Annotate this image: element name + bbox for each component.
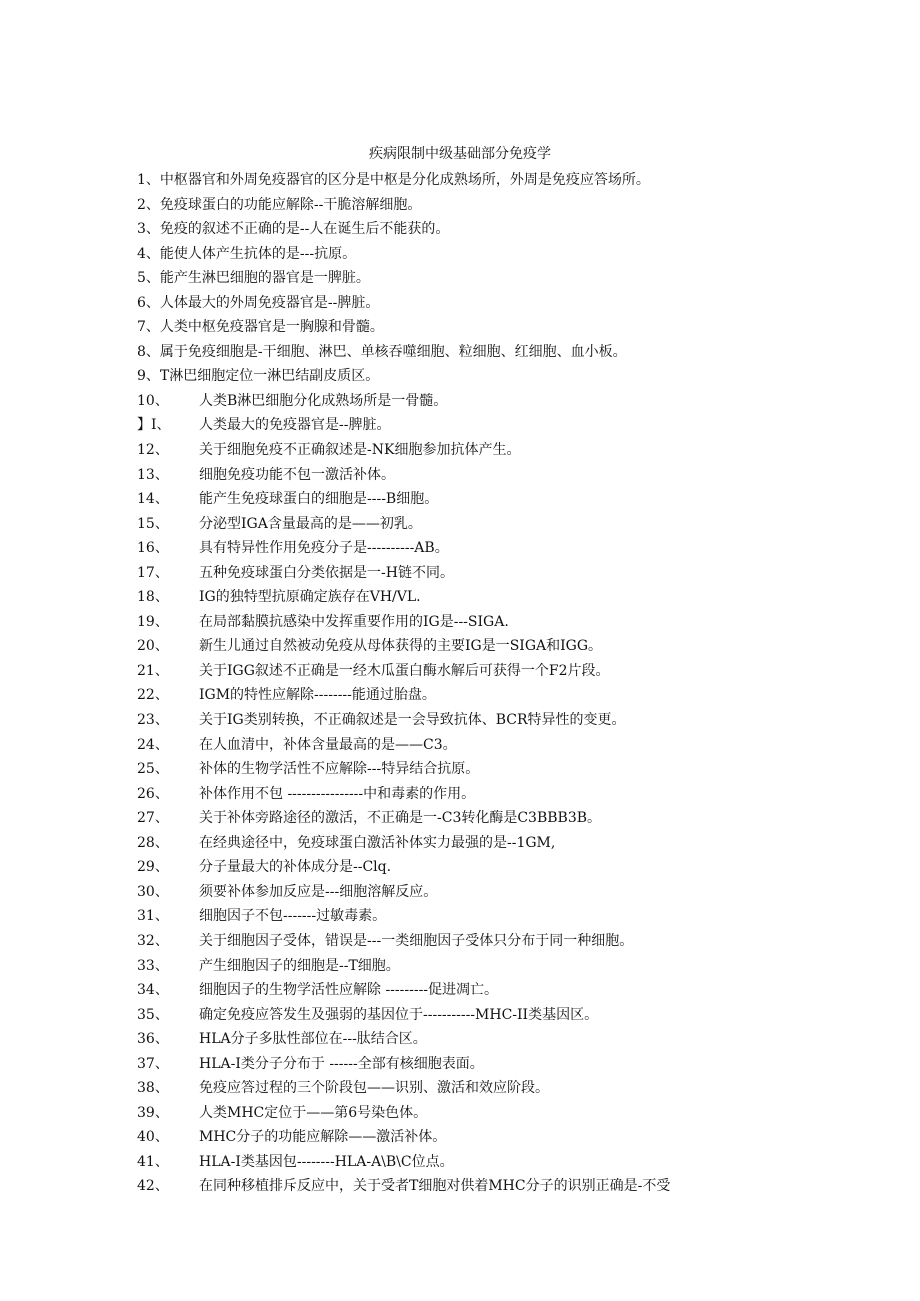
item-number: 7、 xyxy=(137,319,160,336)
item-number: 15、 xyxy=(137,515,169,532)
item-number: 8、 xyxy=(137,343,160,360)
item-text: IGM的特性应解除--------能通过胎盘。 xyxy=(199,687,436,704)
item-number: 25、 xyxy=(137,761,169,778)
item-number: 1、 xyxy=(137,172,160,188)
item-text: 关于细胞免疫不正确叙述是-NK细胞参加抗体产生。 xyxy=(199,442,521,459)
list-item xyxy=(137,168,897,193)
item-number: 35、 xyxy=(137,1006,169,1023)
item-text: 在局部黏膜抗感染中发挥重要作用的IG是---SIGA. xyxy=(199,613,509,630)
item-number: 36、 xyxy=(137,1031,169,1048)
item-number: 34、 xyxy=(137,982,169,999)
item-text: 关于细胞因子受体，错误是---一类细胞因子受体只分布于同一种细胞。 xyxy=(199,932,634,949)
item-number: 42、 xyxy=(137,1178,169,1195)
item-number: 40、 xyxy=(137,1129,169,1146)
item-number: 13、 xyxy=(137,466,169,483)
item-number: 31、 xyxy=(137,908,169,925)
item-number: 9、 xyxy=(137,368,160,385)
item-number: 27、 xyxy=(137,810,169,827)
item-number: 4、 xyxy=(137,245,160,262)
item-text: 关于IG类别转换，不正确叙述是一会导致抗体、BCR特异性的变更。 xyxy=(199,712,626,729)
item-text: HLA-I类基因包--------HLA-A\B\C位点。 xyxy=(199,1153,454,1170)
item-number: 30、 xyxy=(137,883,169,900)
item-text: 能使人体产生抗体的是---抗原。 xyxy=(159,245,357,262)
list-item xyxy=(137,978,897,1003)
item-number: 21、 xyxy=(137,662,169,679)
item-text: 关于IGG叙述不正确是一经木瓜蛋白酶水解后可获得一个F2片段。 xyxy=(199,662,610,679)
item-text: 在同种移植排斥反应中，关于受者T细胞对供着MHC分子的识别正确是-不受 xyxy=(199,1178,671,1195)
item-number: 18、 xyxy=(137,589,169,606)
list-item xyxy=(137,1150,897,1175)
item-text: 分子量最大的补体成分是--Clq. xyxy=(199,859,392,876)
list-item xyxy=(137,954,897,979)
item-number: 32、 xyxy=(137,932,169,949)
list-item xyxy=(137,1003,897,1028)
item-number: 33、 xyxy=(137,957,169,974)
item-number: 20、 xyxy=(137,638,169,655)
item-text: 确定免疫应答发生及强弱的基因位于-----------MHC-II类基因区。 xyxy=(199,1006,599,1023)
item-number: 41、 xyxy=(137,1153,169,1170)
list-item xyxy=(137,806,897,831)
list-item xyxy=(137,438,897,463)
list-item xyxy=(137,1076,897,1101)
item-number: 28、 xyxy=(137,834,169,851)
item-text: 补体作用不包 ----------------中和毒素的作用。 xyxy=(199,785,476,802)
list-item xyxy=(137,217,897,242)
list-item xyxy=(137,266,897,291)
item-text: 能产生免疫球蛋白的细胞是----B细胞。 xyxy=(199,491,439,508)
item-number: 17、 xyxy=(137,564,169,581)
item-text: 关于补体旁路途径的激活，不正确是一-C3转化酶是C3BBB3B。 xyxy=(199,810,602,827)
item-number: 14、 xyxy=(137,491,169,508)
item-number: 3、 xyxy=(137,221,160,238)
item-number: 37、 xyxy=(137,1055,169,1072)
item-text: 补体的生物学活性不应解除---特异结合抗原。 xyxy=(199,761,480,778)
list-item xyxy=(137,855,897,880)
list-item xyxy=(137,193,897,218)
item-text: 人类中枢免疫器官是一胸腺和骨髓。 xyxy=(159,319,384,336)
item-text: 能产生淋巴细胞的器官是一脾脏。 xyxy=(159,270,370,287)
list-item xyxy=(137,463,897,488)
list-item xyxy=(137,610,897,635)
list-item xyxy=(137,708,897,733)
item-number: 2、 xyxy=(137,196,160,213)
list-item xyxy=(137,585,897,610)
list-item xyxy=(137,831,897,856)
item-text: HLA分子多肽性部位在---肽结合区。 xyxy=(199,1031,427,1048)
item-number: 38、 xyxy=(137,1080,169,1097)
list-item xyxy=(137,1125,897,1150)
item-number: 29、 xyxy=(137,859,169,876)
item-text: 免疫球蛋白的功能应解除--干脆溶解细胞。 xyxy=(159,196,422,213)
list-item xyxy=(137,1174,897,1199)
item-text: 在经典途径中，免疫球蛋白激活补体实力最强的是--1GM, xyxy=(199,834,556,851)
item-text: IG的独特型抗原确定族存在VH/VL. xyxy=(199,589,421,606)
item-text: 细胞因子的生物学活性应解除 ---------促进凋亡。 xyxy=(199,982,499,999)
list-item xyxy=(137,340,897,365)
item-number: 6、 xyxy=(137,294,160,311)
list-item xyxy=(137,487,897,512)
item-text: HLA-I类分子分布于 ------全部有核细胞表面。 xyxy=(199,1055,484,1072)
list-item xyxy=(137,561,897,586)
item-text: 人类最大的免疫器官是--脾脏。 xyxy=(199,417,391,434)
item-text: 细胞免疫功能不包一激活补体。 xyxy=(199,466,395,483)
item-text: MHC分子的功能应解除——激活补体。 xyxy=(199,1129,447,1146)
list-item xyxy=(137,315,897,340)
item-number: 19、 xyxy=(137,613,169,630)
list-item xyxy=(137,413,897,438)
list-item xyxy=(137,683,897,708)
list-item xyxy=(137,242,897,267)
list-item xyxy=(137,536,897,561)
item-number: 39、 xyxy=(137,1104,169,1121)
item-number: 16、 xyxy=(137,540,169,557)
item-text: 免疫的叙述不正确的是--人在诞生后不能获的。 xyxy=(159,221,450,238)
item-number: 22、 xyxy=(137,687,169,704)
list-item xyxy=(137,782,897,807)
item-number: 】I、 xyxy=(137,417,171,434)
item-number: 23、 xyxy=(137,712,169,729)
item-text: 在人血清中，补体含量最高的是——C3。 xyxy=(199,736,457,753)
item-number: 5、 xyxy=(137,270,160,287)
list-item xyxy=(137,733,897,758)
list-item xyxy=(137,1052,897,1077)
item-text: 五种免疫球蛋白分类依据是一-H链不同。 xyxy=(199,564,454,581)
item-text: 属于免疫细胞是-干细胞、淋巴、单核吞噬细胞、粒细胞、红细胞、血小板。 xyxy=(159,343,627,360)
item-text: 新生儿通过自然被动免疫从母体获得的主要IG是一SIGA和IGG。 xyxy=(199,638,603,655)
item-text: 具有特异性作用免疫分子是----------AB。 xyxy=(199,540,449,557)
item-text: 人类B淋巴细胞分化成熟场所是一骨髓。 xyxy=(199,392,448,409)
list-item xyxy=(137,1027,897,1052)
item-text: T淋巴细胞定位一淋巴结副皮质区。 xyxy=(159,368,380,385)
item-text: 人体最大的外周免疫器官是--脾脏。 xyxy=(159,294,380,311)
item-text: 免疫应答过程的三个阶段包——识别、激活和效应阶段。 xyxy=(199,1080,549,1097)
item-number: 12、 xyxy=(137,442,169,459)
list-item xyxy=(137,512,897,537)
item-number: 26、 xyxy=(137,785,169,802)
question-list xyxy=(137,168,897,1199)
item-text: 中枢器官和外周免疫器官的区分是中枢是分化成熟场所，外周是免疫应答场所。 xyxy=(159,172,650,188)
list-item xyxy=(137,659,897,684)
list-item xyxy=(137,389,897,414)
item-text: 产生细胞因子的细胞是--T细胞。 xyxy=(199,957,400,974)
list-item xyxy=(137,291,897,316)
list-item xyxy=(137,1101,897,1126)
item-text: 分泌型IGA含量最高的是——初乳。 xyxy=(199,515,422,532)
page-title: 疾病限制中级基础部分免疫学 xyxy=(369,146,551,162)
list-item xyxy=(137,634,897,659)
list-item xyxy=(137,904,897,929)
item-number: 10、 xyxy=(137,392,169,409)
list-item xyxy=(137,364,897,389)
list-item xyxy=(137,880,897,905)
list-item xyxy=(137,929,897,954)
item-text: 细胞因子不包-------过敏毒素。 xyxy=(199,908,387,925)
item-text: 须要补体参加反应是---细胞溶解反应。 xyxy=(199,883,438,900)
item-number: 24、 xyxy=(137,736,169,753)
item-text: 人类MHC定位于——第6号染色体。 xyxy=(199,1104,428,1121)
list-item xyxy=(137,757,897,782)
